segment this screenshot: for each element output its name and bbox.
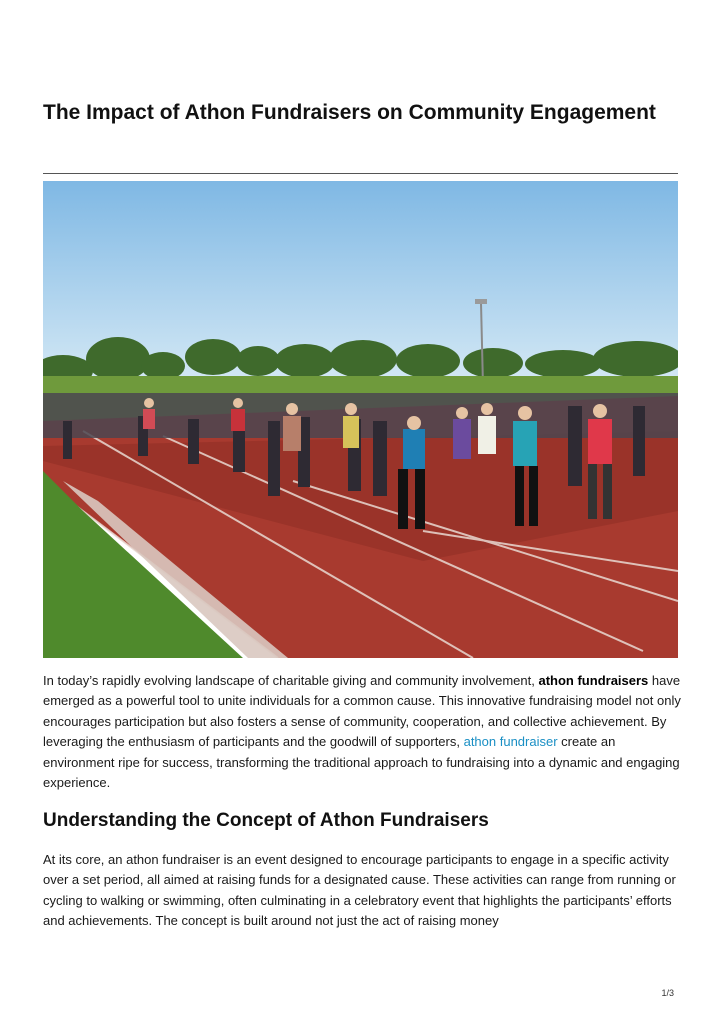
intro-lead: In today’s rapidly evolving landscape of charitable giving and community involvement, [43, 673, 539, 688]
section-paragraph: At its core, an athon fundraiser is an event designed to encourage participants to engage in a specific activity over a set period, all aimed at raising funds for a designated cause. These activities can range from running or cycling to walking or swimming, often culminating in a celebratory event that highlights the participants’ efforts and achievements. The concept is built around not just the act of raising money [43, 852, 676, 929]
hero-image [43, 181, 678, 658]
page-indicator: 1/3 [661, 988, 674, 998]
intro-bold-term: athon fundraisers [538, 673, 649, 688]
page-title: The Impact of Athon Fundraisers on Community Engagement [43, 101, 656, 124]
intro-paragraph [43, 671, 683, 793]
athon-fundraiser-link[interactable]: athon fundraiser [463, 734, 558, 750]
intro-middle: have emerged as a powerful tool to unite individuals for a common cause. This innovative fundraising model not only encourages participation but also fosters a sense of community, cooperation, and collective achievement. By leveraging the enthusiasm of participants and the goodwill of supporters, [43, 673, 681, 750]
intro-tail: create an environment ripe for success, transforming the traditional approach to fundraising into a dynamic and engaging experience. [43, 734, 680, 791]
section-heading: Understanding the Concept of Athon Fundraisers [43, 810, 489, 831]
title-divider [43, 173, 678, 174]
